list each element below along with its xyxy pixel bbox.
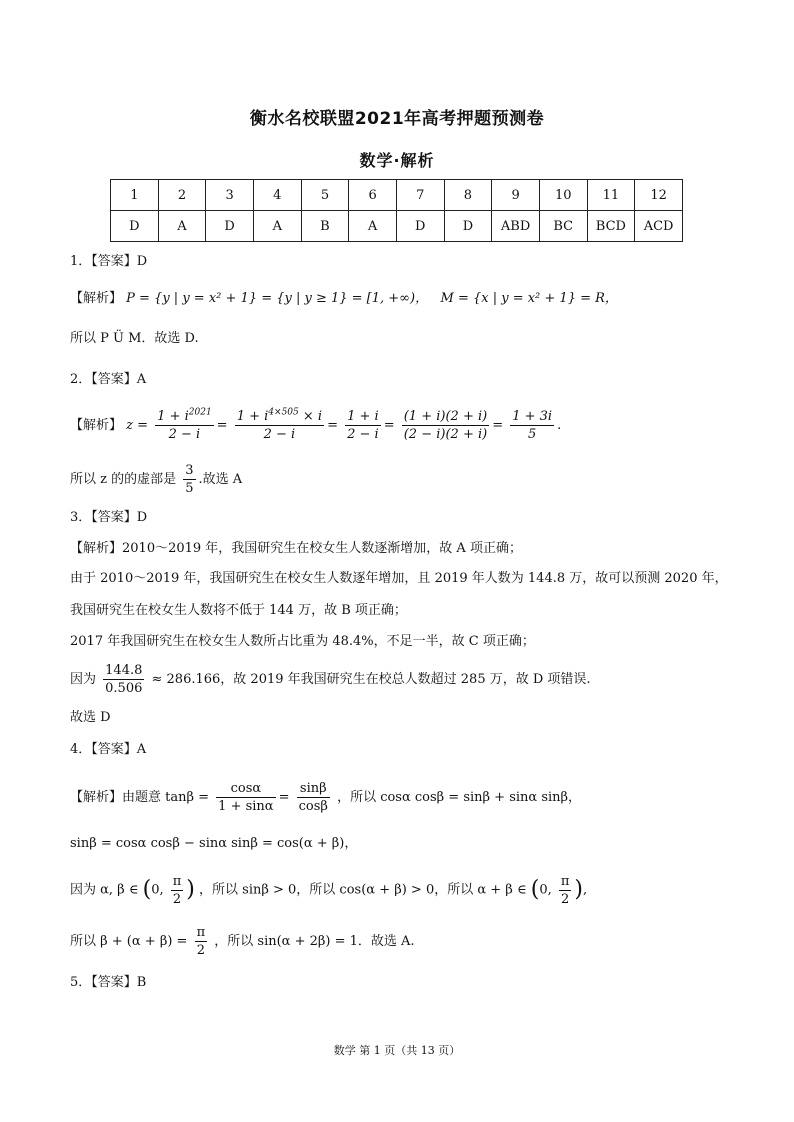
q3-line: 2017 年我国研究生在校女生人数所占比重为 48.4%，不足一半，故 C 项正确； xyxy=(70,634,535,649)
fraction: $\frac{3}{5}$ xyxy=(185,463,194,496)
table-row xyxy=(111,180,683,211)
q4-line: 所以 β + (α + β) = $\frac{\pi}{2}$ ，所以 sin(α + 2β) = 1．故选 A. xyxy=(70,925,415,958)
fraction: $\frac{\sin\beta}{\cos\beta}$ xyxy=(298,781,328,814)
analysis-label: 【解析】 xyxy=(70,418,123,433)
question-number: 5 xyxy=(301,180,349,211)
q4-line: 因为 α, β ∈ (0, $\frac{\pi}{2}$ ) ，所以 sinβ > 0，所以 cos(α + β) > 0，所以 α + β ∈ (0, $\frac{\pi}{2}$ ), xyxy=(70,873,588,907)
q3-answer: 3．【答案】D xyxy=(70,510,148,525)
question-number: 10 xyxy=(539,180,587,211)
page-subtitle: 数学·解析 xyxy=(359,151,435,170)
question-number: 2 xyxy=(158,180,206,211)
question-number: 6 xyxy=(349,180,397,211)
fraction: $\frac{\pi}{2}$ xyxy=(172,873,182,907)
answer-cell: A xyxy=(158,211,206,242)
question-number: 7 xyxy=(396,180,444,211)
q2-answer: 2．【答案】A xyxy=(70,372,147,387)
q2-z-symbol: z = xyxy=(126,418,149,433)
question-number: 3 xyxy=(206,180,254,211)
q5-answer: 5．【答案】B xyxy=(70,975,147,990)
q3-line: 因为 $\frac{144.8}{0.506}$ ≈ 286.166，故 2019 年我国研究生在校总人数超过 285 万，故 D 项错误. xyxy=(70,663,591,696)
answer-cell: D xyxy=(111,211,159,242)
answer-cell: D xyxy=(206,211,254,242)
question-number: 1 xyxy=(111,180,159,211)
answer-cell: A xyxy=(253,211,301,242)
fraction: $\frac{1 + 3i}{5}$ xyxy=(512,409,553,442)
q3-line: 我国研究生在校女生人数将不低于 144 万，故 B 项正确； xyxy=(70,603,407,618)
q1-conclusion: 所以 P Ü M．故选 D. xyxy=(70,331,199,346)
q1-analysis xyxy=(70,289,618,309)
answer-cell: BCD xyxy=(587,211,635,242)
q3-line: 由于 2010～2019 年，我国研究生在校女生人数逐年增加，且 2019 年人数为 144.8 万，故可以预测 2020 年， xyxy=(70,571,728,586)
analysis-label: 【解析】 xyxy=(70,291,123,306)
question-number: 8 xyxy=(444,180,492,211)
fraction: $\frac{\pi}{2}$ xyxy=(196,925,206,958)
q2-analysis: 【解析】 z = $\frac{1 + i^{2021}}{2 - i}$ = $\frac{1 + i^{4\times 505} \times i}{2 - i}$ = $\frac{1 + i}{2 - i}$ = $\frac{(1 + i)(2 + i)}{(2 - i)(2 + i)}$ = $\frac{1 + 3i}{5}$ . xyxy=(70,407,562,442)
fraction: $\frac{(1 + i)(2 + i)}{(2 - i)(2 + i)}$ xyxy=(403,409,488,442)
question-number: 11 xyxy=(587,180,635,211)
question-number: 9 xyxy=(492,180,540,211)
answer-cell: ABD xyxy=(492,211,540,242)
page-title: 衡水名校联盟2021年高考押题预测卷 xyxy=(249,109,545,129)
page-footer: 数学 第 1 页（共 13 页） xyxy=(333,1044,461,1057)
question-number: 4 xyxy=(253,180,301,211)
q1-m-definition: M = {x | y = x² + 1} = R， xyxy=(440,291,618,306)
table-row xyxy=(111,211,683,242)
fraction: $\frac{1 + i^{2021}}{2 - i}$ xyxy=(157,407,212,442)
fraction: $\frac{\pi}{2}$ xyxy=(560,873,570,907)
q3-line: 【解析】2010～2019 年，我国研究生在校女生人数逐渐增加，故 A 项正确； xyxy=(70,541,522,556)
answer-cell: A xyxy=(349,211,397,242)
q4-line: sinβ = cosα cosβ − sinα sinβ = cos(α + β)， xyxy=(70,836,358,851)
fraction: $\frac{1 + i}{2 - i}$ xyxy=(347,409,379,442)
fraction: $\frac{144.8}{0.506}$ xyxy=(105,663,143,696)
q3-conclusion: 故选 D xyxy=(70,710,111,725)
answer-table xyxy=(110,179,683,242)
q2-conclusion: 所以 z 的的虚部是 $\frac{3}{5}$ .故选 A xyxy=(70,463,243,496)
answer-cell: BC xyxy=(539,211,587,242)
q4-answer: 4．【答案】A xyxy=(70,742,147,757)
answer-cell: ACD xyxy=(635,211,683,242)
fraction: $\frac{\cos\alpha}{1 + \sin\alpha}$ xyxy=(218,781,274,814)
answer-cell: D xyxy=(444,211,492,242)
question-number: 12 xyxy=(635,180,683,211)
q1-answer: 1．【答案】D xyxy=(70,254,148,269)
q1-p-definition: P = {y | y = x² + 1} = {y | y ≥ 1} = [1, +∞)， xyxy=(126,291,429,306)
q4-line: 【解析】由题意 tanβ = $\frac{\cos\alpha}{1 + \sin\alpha}$ = $\frac{\sin\beta}{\cos\beta}$ ，所以 cosα cosβ = sinβ + sinα sinβ， xyxy=(70,781,582,814)
answer-cell: B xyxy=(301,211,349,242)
answer-cell: D xyxy=(396,211,444,242)
fraction: $\frac{1 + i^{4\times 505} \times i}{2 - i}$ xyxy=(236,407,323,442)
